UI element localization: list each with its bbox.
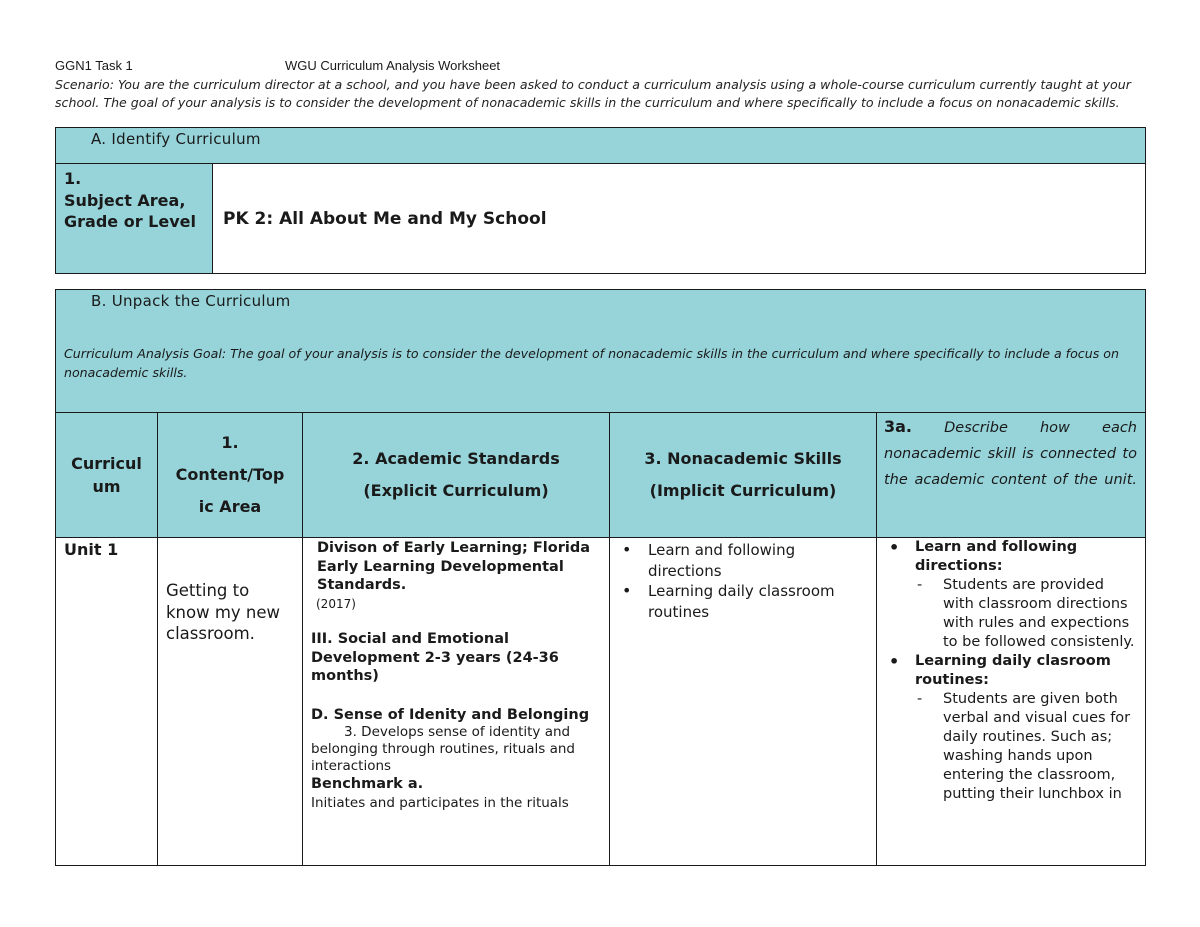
unit-standards: [303, 538, 610, 866]
course-code: GGN1 Task 1: [55, 58, 133, 73]
col-skill-connection: [877, 413, 1146, 538]
col-curriculum: Curricul um: [56, 413, 158, 538]
unit-label: Unit 1: [56, 538, 158, 866]
col-nonacademic-skills-line2: (Implicit Curriculum): [649, 481, 837, 500]
scenario-text: Scenario: You are the curriculum director at a school, and you have been asked to conduct a curriculum analysis using a whole-course curriculum currently taught at your school. The goal of your analysis is to consider the development of nonacademic skills in the curriculum and where specifically to include a focus on nonacademic skills.: [55, 77, 1131, 110]
col-nonacademic-skills: [610, 413, 877, 538]
description-detail: - Students are given both verbal and visual cues for daily routines. Such as; washing hands upon entering the classroom, putting their lunchbox in: [915, 690, 1137, 804]
standards-year: (2017): [316, 596, 356, 611]
subject-label-number: 1.: [64, 169, 82, 188]
section-a-heading: A. Identify Curriculum: [56, 128, 1146, 164]
subject-area-value: PK 2: All About Me and My School: [213, 164, 1146, 274]
description-title: • Learning daily clasroom routines:: [915, 652, 1137, 690]
skill-item: • Learn and following directions: [648, 540, 870, 581]
col-academic-standards-line2: (Explicit Curriculum): [363, 481, 549, 500]
col-skill-connection-num: 3a.: [884, 417, 913, 436]
col-academic-standards-line1: 2. Academic Standards: [352, 449, 560, 468]
section-b-heading: B. Unpack the Curriculum: [91, 292, 291, 310]
section-b-header: [56, 290, 1146, 413]
skill-item: • Learning daily classroom routines: [648, 581, 870, 622]
standards-item-cont: belonging through routines, rituals and interactions: [311, 741, 576, 774]
identify-curriculum-table: [55, 127, 1146, 274]
standards-item: 3. Develops sense of identity and: [344, 724, 571, 740]
unit-topic: Getting to know my new classroom.: [158, 538, 303, 866]
standards-subdomain: D. Sense of Idenity and Belonging: [311, 706, 590, 723]
analysis-goal: Curriculum Analysis Goal: The goal of your analysis is to consider the development of nonacademic skills in the curriculum and where specifically to include a focus on nonacademic skills.: [64, 346, 1119, 380]
worksheet-title: WGU Curriculum Analysis Worksheet: [285, 58, 501, 73]
standards-domain: III. Social and Emotional Development 2-3 years (24-36 months): [311, 631, 559, 684]
col-nonacademic-skills-line1: 3. Nonacademic Skills: [644, 449, 842, 468]
col-skill-connection-text: Describe how each nonacademic skill is connected to the academic content of the unit.: [884, 420, 1137, 488]
benchmark-label: Benchmark a.: [311, 776, 424, 792]
unit-nonacademic-skills: [610, 538, 877, 866]
benchmark-text: Initiates and participates in the rituals: [311, 794, 569, 811]
col-academic-standards: [303, 413, 610, 538]
subject-area-label: [56, 164, 213, 274]
subject-label-text: Subject Area, Grade or Level: [64, 190, 196, 231]
unit-skill-descriptions: [877, 538, 1146, 866]
description-title: • Learn and following directions:: [915, 538, 1137, 576]
description-detail: - Students are provided with classroom directions with rules and expections to be followed consistenly.: [915, 576, 1137, 652]
unpack-curriculum-table: [55, 289, 1146, 866]
standards-source: Divison of Early Learning; Florida Early Learning Developmental Standards.: [317, 540, 590, 593]
col-content-topic: 1. Content/Top ic Area: [158, 413, 303, 538]
